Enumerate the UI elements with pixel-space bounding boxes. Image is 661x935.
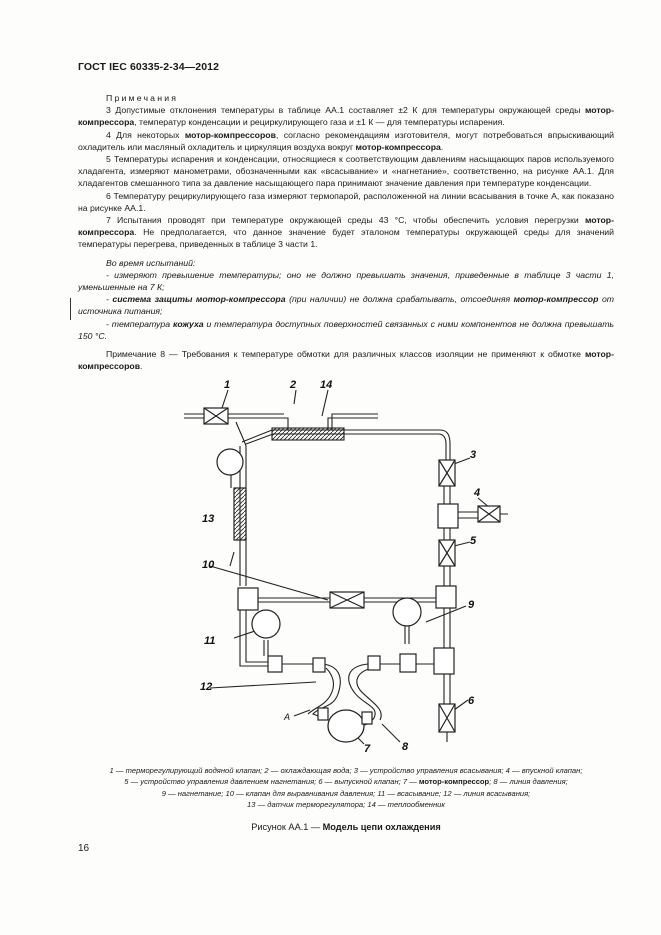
suction-gauge-icon (252, 610, 280, 638)
tee-fitting-icon (438, 504, 458, 528)
motor-compressor-icon (318, 708, 372, 742)
fitting-icon (313, 658, 325, 672)
fitting-icon (400, 654, 416, 672)
diagram-label-2: 2 (290, 379, 297, 391)
note-5: 5 Температуры испарения и конденсации, относящиеся к соответствующим давлениям насыщающих паров используемого хладагента, измеряют манометрами, обозначенными как «всасывание» и «нагнетание», соответственно, на рисунке АА.1. Для хладагентов смешанного типа за давление насыщающего пара принимают значение давления при температуре конденсации. (78, 154, 614, 189)
tee-fitting-icon (434, 648, 454, 674)
during-tests-item-1: - измеряют превышение температуры; оно не должно превышать значения, приведенные в таблице 3 части 1, уменьшенные на 7 К; (78, 269, 614, 293)
thermostat-bulb-icon (217, 449, 243, 475)
discharge-gauge-icon (393, 598, 421, 626)
during-tests-title: Во время испытаний: (106, 257, 196, 268)
note-3: 3 Допустимые отклонения температуры в таблице АА.1 составляет ±2 К для температуры окружающей среды мотор-компрессора, температур конденсации и рециркулирующего газа и ±1 К — для температуры испарения. (78, 105, 614, 128)
legend-line-2: 5 — устройство управления давлением нагнетания; 6 — выпускной клапан; 7 — мотор-компрессор; 8 — линия давления; (124, 777, 568, 787)
note-8: Примечание 8 — Требования к температуре обмотки для различных классов изоляции не применяют к обмотке мотор-компрессоров. (78, 349, 614, 372)
inlet-valve-icon (478, 506, 500, 522)
thermostat-sensor (234, 488, 246, 540)
note-6: 6 Температуру рециркулирующего газа измеряют термопарой, расположенной на линии всасывания в точке А, как показано на рисунке АА.1. (78, 190, 614, 213)
diagram-label-5: 5 (470, 535, 477, 547)
during-tests-item-3: - температура кожуха и температура доступных поверхностей связанных с ними компонентов не должна превышать 150 °С. (78, 318, 614, 341)
change-margin-bar (70, 298, 71, 320)
diagram-label-8: 8 (402, 741, 409, 753)
figure-legend (78, 765, 614, 811)
cooling-circuit-diagram (168, 376, 528, 762)
diagram-label-4: 4 (474, 487, 481, 499)
diagram-label-9: 9 (468, 599, 475, 611)
fitting-icon (268, 656, 282, 672)
diagram-label-10: 10 (202, 559, 215, 571)
note-7: 7 Испытания проводят при температуре окружающей среды 43 °С, чтобы обеспечить условия перегрузки мотор-компрессора. Не предполагается, что данное значение будет эталоном температуры окружающей среды для значений температуры перегрева, приведенных в таблице 3 части 1. (78, 215, 614, 250)
suction-control-valve-icon (439, 460, 455, 486)
diagram-label-12: 12 (200, 681, 213, 693)
diagram-label-14: 14 (320, 379, 333, 391)
page-number: 16 (78, 843, 90, 854)
document-header: ГОСТ IEC 60335-2-34—2012 (78, 61, 220, 73)
outlet-valve-icon (439, 704, 455, 732)
legend-line-3: 9 — нагнетание; 10 — клапан для выравнивания давления; 11 — всасывание; 12 — линия всасывания; (161, 788, 531, 798)
notes-title: Примечания (106, 93, 179, 103)
legend-line-1: 1 — терморегулирующий водяной клапан; 2 — охлаждающая вода; 3 — устройство управления всасывания; 4 — впускной клапан; (109, 766, 583, 775)
diagram-label-7: 7 (364, 743, 371, 755)
legend-line-4: 13 — датчик терморегулятора; 14 — теплообменник (247, 800, 445, 810)
tee-fitting-icon (238, 588, 258, 610)
tee-fitting-icon (436, 586, 456, 608)
heat-exchanger (272, 428, 344, 440)
discharge-control-valve-icon (439, 540, 455, 566)
figure-caption: Рисунок АА.1 — Модель цепи охлаждения (251, 822, 441, 832)
diagram-label-3: 3 (470, 449, 477, 461)
equalizing-valve-icon (330, 592, 364, 608)
fitting-icon (368, 656, 380, 670)
diagram-label-point-a: A (284, 712, 291, 722)
valve-1-icon (204, 408, 228, 424)
during-tests-item-2: - система защиты мотор-компрессора (при наличии) не должна срабатывать, отсоединяя мотор-компрессор от источника питания; (78, 294, 615, 317)
diagram-label-11: 11 (204, 635, 216, 647)
diagram-label-1: 1 (224, 379, 231, 391)
diagram-label-6: 6 (468, 695, 475, 707)
notes-block (78, 92, 614, 372)
note-4: 4 Для некоторых мотор-компрессоров, согласно рекомендациям изготовителя, могут потребоваться впрыскивающий охладитель или масляный охладитель и циркуляция воздуха вокруг мотор-компрессора. (78, 129, 615, 152)
diagram-label-13: 13 (202, 513, 215, 525)
